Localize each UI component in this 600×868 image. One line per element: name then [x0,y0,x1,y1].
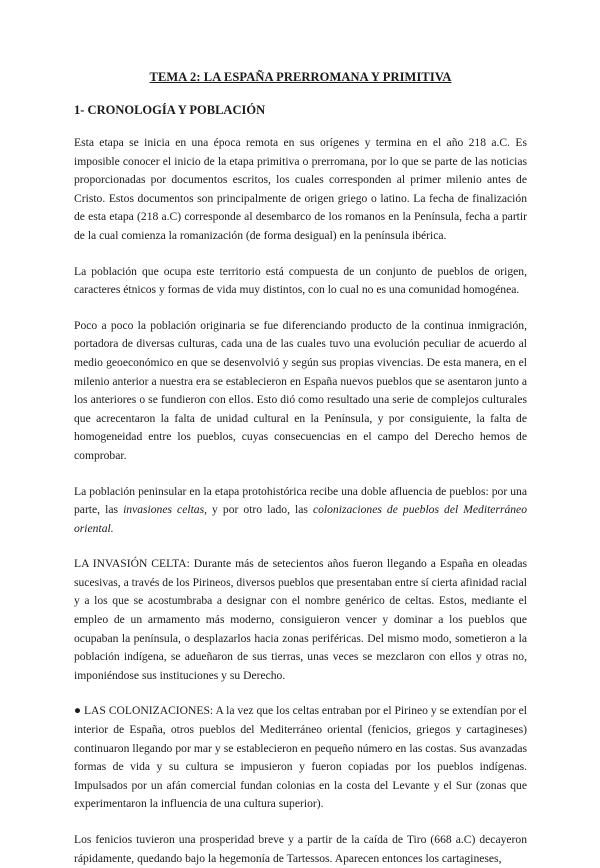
paragraph-protohistoric [74,483,527,539]
text-span: y por otro lado, las [207,503,313,517]
paragraph-celtic-invasion: LA INVASIÓN CELTA: Durante más de setecientos años fueron llegando a España en oleadas sucesivas, a través de los Pirineos, diversos pueblos que presentaban entre sí cierta afinidad racial y a los que se acostumbraba a designar con el nombre genérico de celtas. Estos, mediante el empleo de un armamento más moderno, consiguieron vencer y dominar a los pueblos que ocupaban la península, o desplazarlos hacia zonas periféricas. Del mismo modo, sometieron a la población indígena, se adueñaron de sus tierras, unas veces se mezclaron con ellos y otras no, imponiéndose sus instituciones y su Derecho. [74,557,527,682]
document-title: TEMA 2: LA ESPAÑA PRERROMANA Y PRIMITIVA [149,70,452,84]
emphasis-celtic-invasions: invasiones celtas, [123,503,207,517]
paragraph-phoenicians: Los fenicios tuvieron una prosperidad breve y a partir de la caída de Tiro (668 a.C) decayeron rápidamente, quedando bajo la hegemonía de Tartessos. Aparecen entonces los cartagineses, [74,833,527,865]
emphasis-colonizations: colonizaciones de pueblos del Mediterráneo oriental. [74,503,527,535]
section-heading: 1- CRONOLOGÍA Y POBLACIÓN [74,103,266,117]
paragraph-chronology: Esta etapa se inicia en una época remota en sus orígenes y termina en el año 218 a.C. Es imposible conocer el inicio de la etapa primitiva o prerromana, por lo que se parte de las noticias proporcionadas por documentos escritos, los cuales corresponden al primer milenio antes de Cristo. Estos documentos son principalmente de origen griego o latino. La fecha de finalización de esta etapa (218 a.C) corresponde al desembarco de los romanos en la Península, fecha a partir de la cual comienza la romanización (de forma desigual) en la península ibérica. [74,136,527,242]
paragraph-immigration: Poco a poco la población originaria se fue diferenciando producto de la continua inmigración, portadora de diversas culturas, cada una de las cuales tuvo una evolución peculiar de acuerdo al medio geoeconómico en que se desenvolvió y según sus propias vivencias. De esta manera, en el milenio anterior a nuestra era se establecieron en España nuevos pueblos que se asentaron junto a los anteriores o se fundieron con ellos. Esto dió como resultado una serie de complejos culturales que acrecentaron la falta de unidad cultural en la Península, y por consiguiente, la falta de homogeneidad entre los pueblos, cuyas consecuencias en el campo del Derecho hemos de comprobar. [74,318,527,462]
paragraph-population: La población que ocupa este territorio está compuesta de un conjunto de pueblos de origen, caracteres étnicos y formas de vida muy distintos, con lo cual no es una comunidad homogénea. [74,264,527,297]
text-span: La población peninsular en la etapa protohistórica recibe una doble afluencia de pueblos: por una parte, las [74,484,527,517]
paragraph-colonizations: ● LAS COLONIZACIONES: A la vez que los celtas entraban por el Pirineo y se extendían por el interior de España, otros pueblos del Mediterráneo oriental (fenicios, griegos y cartagineses) continuaron llegando por mar y se establecieron en pequeño número en las costas. Sus avanzadas formas de vida y su cultura se impusieron y fueron copiadas por los pueblos indígenas. Impulsados por un afán comercial fundan colonias en la costa del Levante y el Sur (zonas que experimentaron la influencia de una cultura superior). [74,704,527,811]
